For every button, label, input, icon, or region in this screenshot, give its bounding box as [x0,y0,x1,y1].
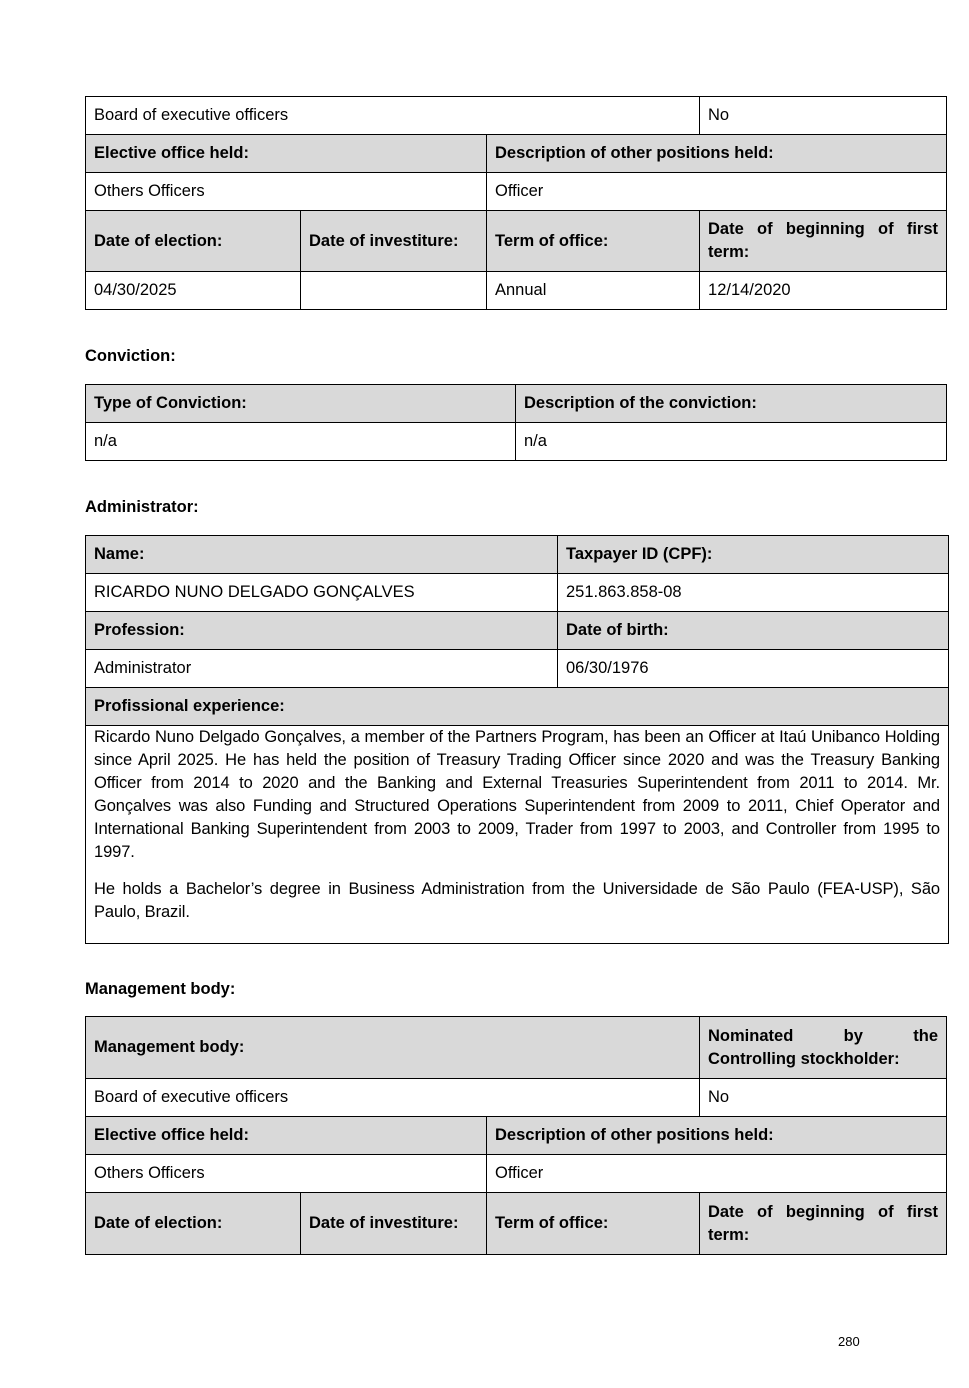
conviction-table [85,384,947,461]
birth-value: 06/30/1976 [558,650,949,688]
date-election-value: 04/30/2025 [86,272,301,310]
conviction-section-title: Conviction: [85,347,176,365]
administrator-table [85,535,949,944]
elective-office-label: Elective office held: [86,135,487,173]
date-investiture-label: Date of investiture: [301,211,487,272]
management-body-label: Management body: [86,1017,700,1079]
profession-label: Profession: [86,612,558,650]
date-investiture-value [301,272,487,310]
date-first-term-label: Date of beginning of first term: [700,1193,947,1255]
profession-value: Administrator [86,650,558,688]
date-first-term-value: 12/14/2020 [700,272,947,310]
nominated-value: No [700,97,947,135]
nominated-label: Nominated by the Controlling stockholder: [700,1017,947,1079]
experience-text [86,726,949,944]
term-value: Annual [487,272,700,310]
management-table [85,1016,947,1255]
date-first-term-label: Date of beginning of first term: [700,211,947,272]
experience-label: Profissional experience: [86,688,949,726]
experience-paragraph: Ricardo Nuno Delgado Gonçalves, a member of the Partners Program, has been an Officer at Itaú Unibanco Holding since April 2025. He has held the position of Treasury Trading Officer since 2020 and was the Treasury Banking Officer from 2014 to 2020 and the Banking and External Treasuries Superintendent from 2011 to 2014. Mr. Gonçalves was also Funding and Structured Operations Superintendent from 2009 to 2011, Chief Operator and International Banking Superintendent from 2003 to 2009, Trader from 1997 to 2003, and Controller from 1995 to 1997. [94,728,940,861]
management-table-continued [85,96,947,310]
term-label: Term of office: [487,211,700,272]
elective-office-label: Elective office held: [86,1117,487,1155]
administrator-section-title: Administrator: [85,498,199,516]
management-body-value: Board of executive officers [86,97,700,135]
cpf-value: 251.863.858-08 [558,574,949,612]
management-section-title: Management body: [85,980,236,998]
elective-office-value: Others Officers [86,1155,487,1193]
cpf-label: Taxpayer ID (CPF): [558,536,949,574]
term-label: Term of office: [487,1193,700,1255]
date-election-label: Date of election: [86,1193,301,1255]
other-positions-label: Description of other positions held: [487,1117,947,1155]
nominated-value: No [700,1079,947,1117]
birth-label: Date of birth: [558,612,949,650]
other-positions-label: Description of other positions held: [487,135,947,173]
conviction-type-label: Type of Conviction: [86,385,516,423]
experience-paragraph: He holds a Bachelor’s degree in Business Administration from the Universidade de São Paulo (FEA-USP), São Paulo, Brazil. [94,880,940,921]
page-number: 280 [838,1334,860,1349]
elective-office-value: Others Officers [86,173,487,211]
name-label: Name: [86,536,558,574]
management-body-value: Board of executive officers [86,1079,700,1117]
date-election-label: Date of election: [86,211,301,272]
other-positions-value: Officer [487,1155,947,1193]
name-value: RICARDO NUNO DELGADO GONÇALVES [86,574,558,612]
other-positions-value: Officer [487,173,947,211]
conviction-description-value: n/a [516,423,947,461]
conviction-type-value: n/a [86,423,516,461]
conviction-description-label: Description of the conviction: [516,385,947,423]
date-investiture-label: Date of investiture: [301,1193,487,1255]
